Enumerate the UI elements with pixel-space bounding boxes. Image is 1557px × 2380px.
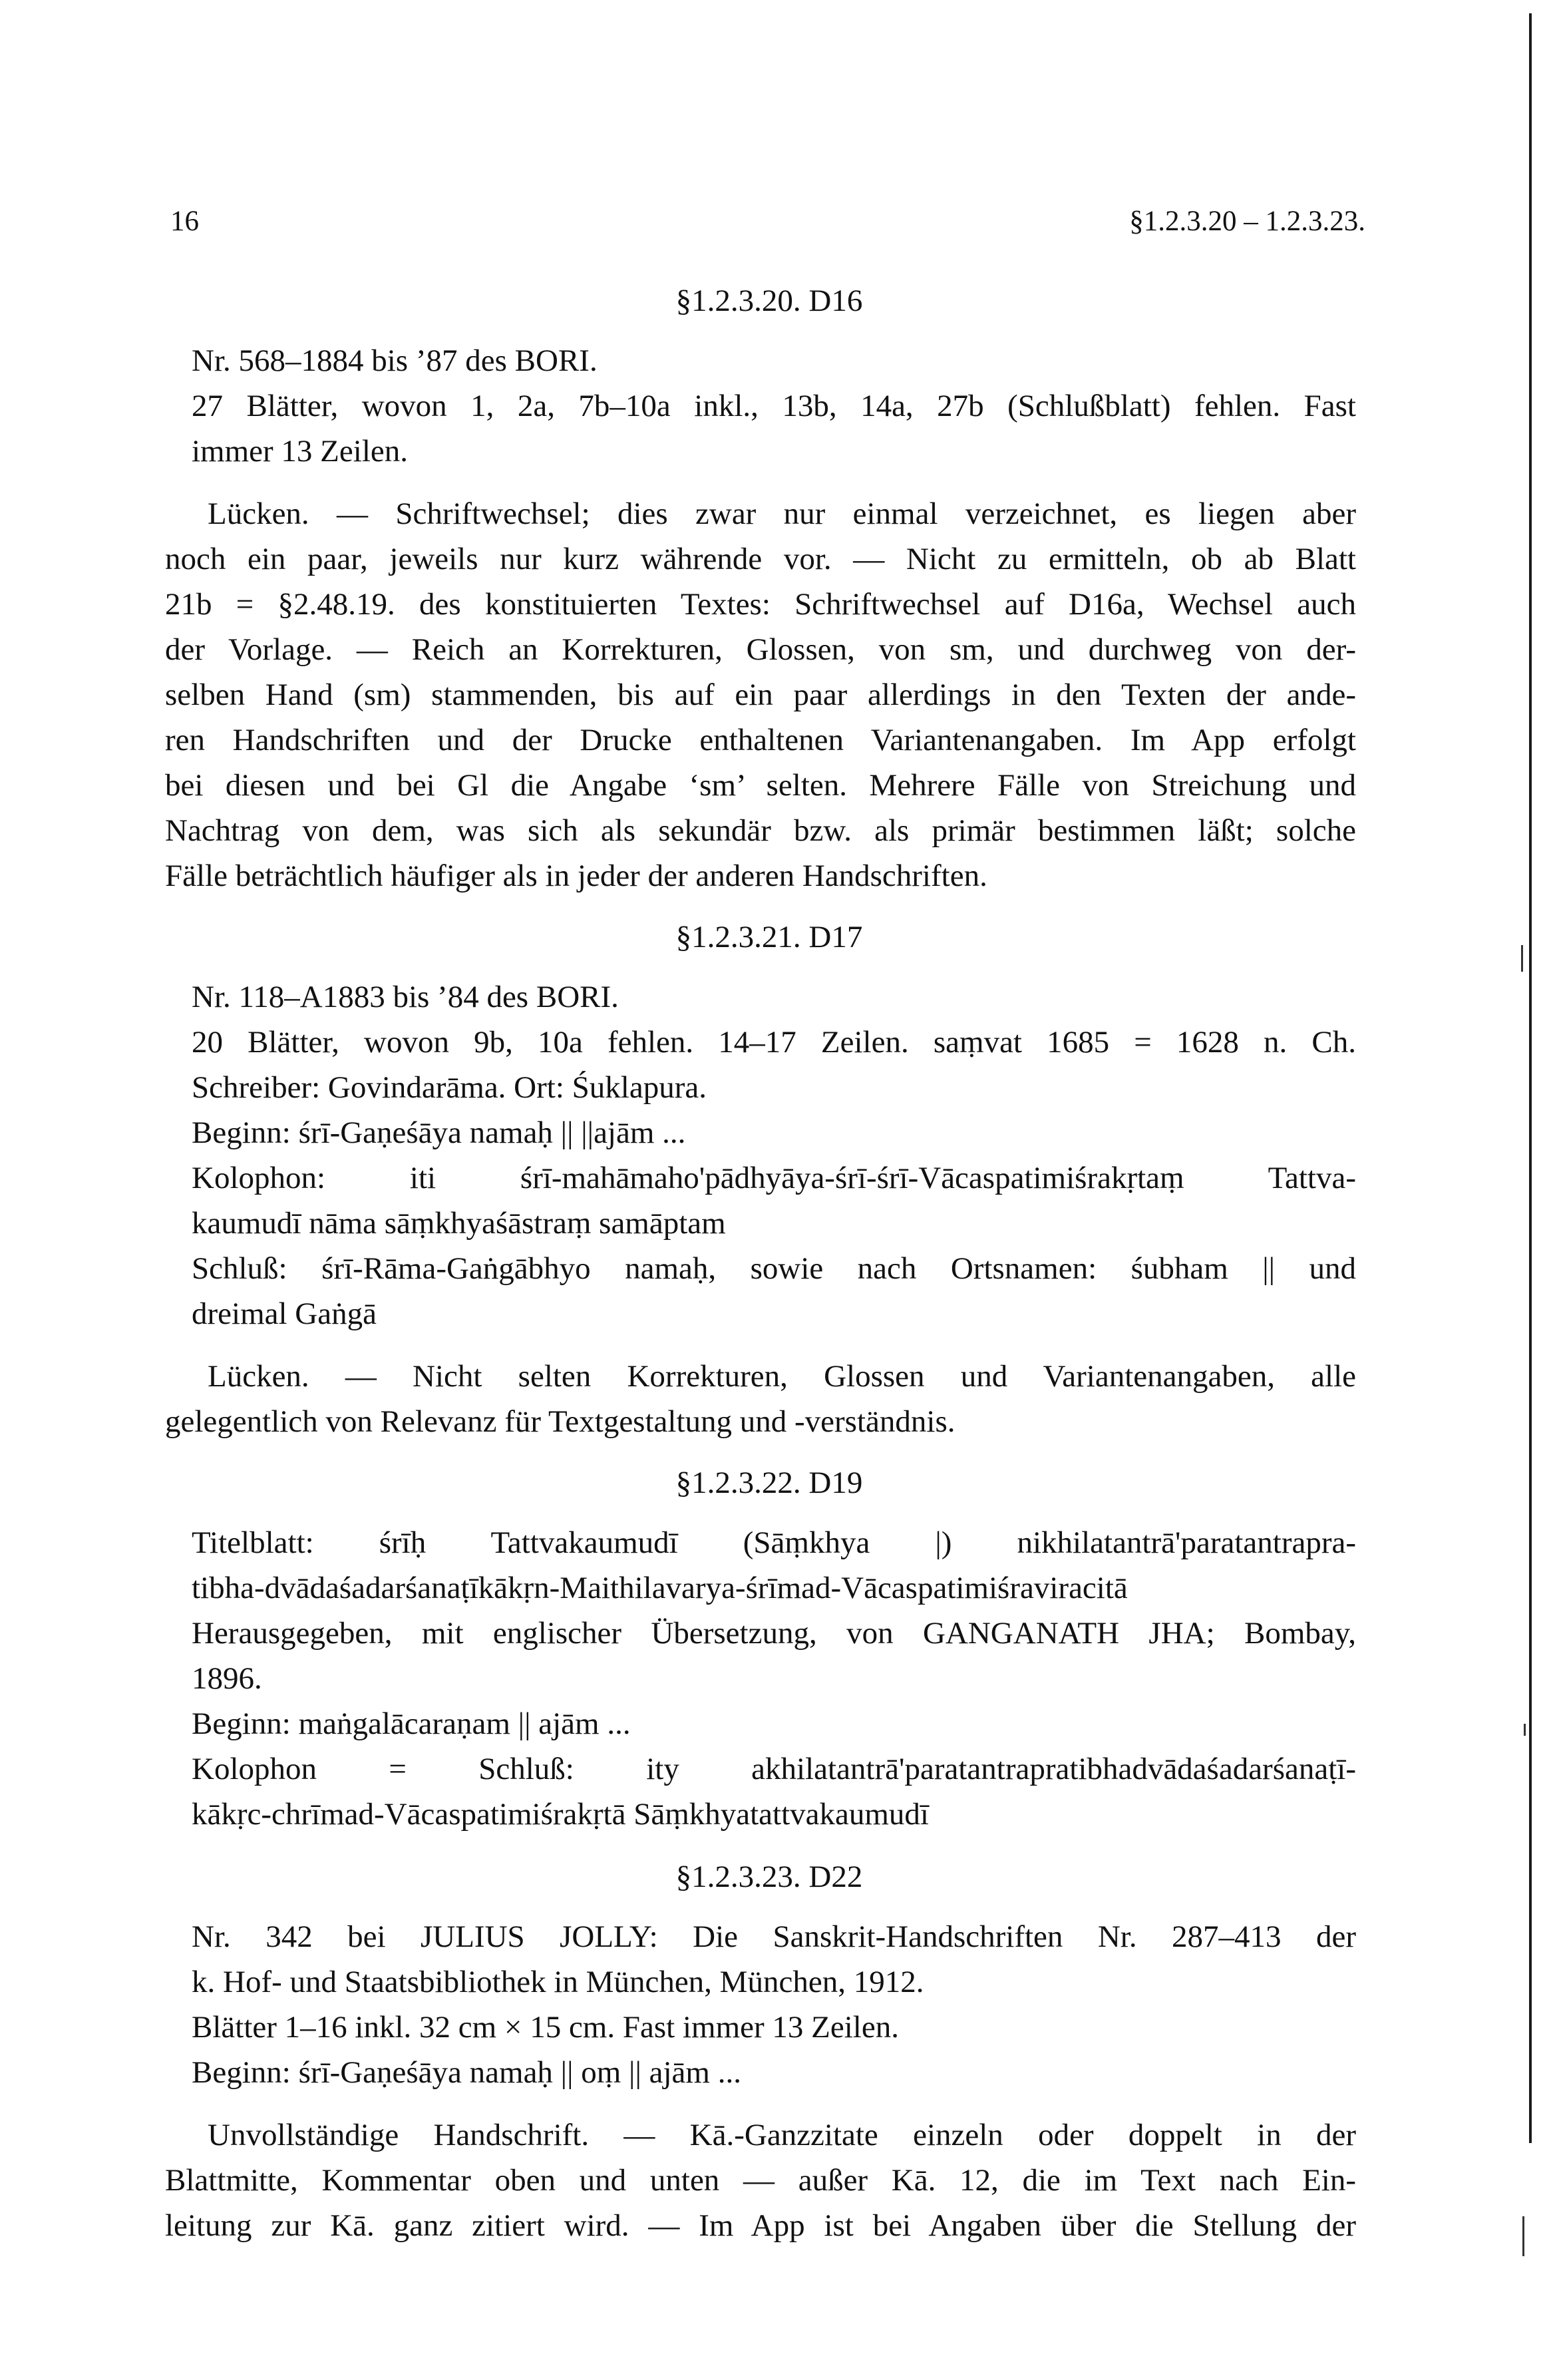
- entry-line: Herausgegeben, mit englischer Übersetzung, von GANGANATH JHA; Bombay,: [192, 1616, 1356, 1651]
- entry-line: kaumudī nāma sāṃkhyaśāstraṃ samāptam: [192, 1206, 726, 1241]
- section-heading: §1.2.3.23. D22: [675, 1860, 863, 1894]
- entry-line: Schreiber: Govindarāma. Ort: Śuklapura.: [192, 1070, 707, 1105]
- remark-line: der Vorlage. — Reich an Korrekturen, Glossen, von sm, und durchweg von der-: [165, 632, 1356, 667]
- remark-line: Unvollständige Handschrift. — Kā.-Ganzzitate einzeln oder doppelt in der: [208, 2118, 1356, 2152]
- entry-line: Beginn: śrī-Gaṇeśāya namaḥ || oṃ || ajām ...: [192, 2055, 741, 2090]
- manuscript-remarks: [165, 1354, 1356, 1444]
- entry-line: tibha-dvādaśadarśanaṭīkākṛn-Maithilavarya-śrīmad-Vācaspatimiśraviracitā: [192, 1571, 1128, 1605]
- remark-line: ren Handschriften und der Drucke enthaltenen Variantenangaben. Im App erfolgt: [165, 723, 1356, 757]
- remark-line: Nachtrag von dem, was sich als sekundär bzw. als primär bestimmen läßt; solche: [165, 813, 1356, 848]
- entry-line: 27 Blätter, wovon 1, 2a, 7b–10a inkl., 13b, 14a, 27b (Schlußblatt) fehlen. Fast: [192, 389, 1356, 423]
- entry-line: Nr. 118–A1883 bis ’84 des BORI.: [192, 980, 619, 1014]
- section-heading: §1.2.3.20. D16: [675, 284, 863, 318]
- scan-edge-mark: [1522, 2216, 1524, 2256]
- scan-edge-line: [1529, 13, 1532, 2143]
- section-d22: [165, 1854, 1356, 2248]
- section-d17: [165, 914, 1356, 1444]
- entry-line: dreimal Gaṅgā: [192, 1296, 377, 1331]
- section-heading: §1.2.3.22. D19: [675, 1466, 863, 1500]
- remark-line: Fälle beträchtlich häufiger als in jeder der anderen Handschriften.: [165, 859, 987, 893]
- remark-line: Lücken. — Nicht selten Korrekturen, Glossen und Variantenangaben, alle: [208, 1359, 1356, 1394]
- entry-line: Nr. 568–1884 bis ’87 des BORI.: [192, 343, 598, 378]
- manuscript-entry: [165, 1914, 1356, 2095]
- entry-line: Kolophon: iti śrī-mahāmaho'pādhyāya-śrī-śrī-Vācaspatimiśrakṛtaṃ Tattva-: [192, 1161, 1356, 1195]
- main-text: [165, 278, 1356, 2264]
- remark-line: selben Hand (sm) stammenden, bis auf ein paar allerdings in den Texten der ande-: [165, 678, 1356, 712]
- section-d16: [165, 278, 1356, 898]
- entry-line: Schluß: śrī-Rāma-Gaṅgābhyo namaḥ, sowie nach Ortsnamen: śubham || und: [192, 1251, 1356, 1286]
- entry-line: Blätter 1–16 inkl. 32 cm × 15 cm. Fast immer 13 Zeilen.: [192, 2010, 899, 2045]
- entry-line: kākṛc-chrīmad-Vācaspatimiśrakṛtā Sāṃkhyatattvakaumudī: [192, 1797, 929, 1832]
- entry-line: Titelblatt: śrīḥ Tattvakaumudī (Sāṃkhya |) nikhilatantrā'paratantrapra-: [192, 1525, 1356, 1560]
- scan-edge-mark: [1521, 945, 1523, 972]
- remark-line: noch ein paar, jeweils nur kurz währende vor. — Nicht zu ermitteln, ob ab Blatt: [165, 542, 1356, 576]
- page-number: 16: [170, 206, 199, 237]
- section-d19: [165, 1460, 1356, 1837]
- manuscript-remarks: [165, 491, 1356, 898]
- entry-line: immer 13 Zeilen.: [192, 434, 408, 469]
- section-heading: §1.2.3.21. D17: [675, 920, 863, 954]
- entry-line: 1896.: [192, 1661, 262, 1696]
- remark-line: Lücken. — Schriftwechsel; dies zwar nur einmal verzeichnet, es liegen aber: [208, 496, 1356, 531]
- manuscript-remarks: [165, 2112, 1356, 2248]
- remark-line: leitung zur Kā. ganz zitiert wird. — Im App ist bei Angaben über die Stellung der: [165, 2208, 1356, 2243]
- manuscript-entry: [165, 974, 1356, 1336]
- remark-line: 21b = §2.48.19. des konstituierten Textes: Schriftwechsel auf D16a, Wechsel auch: [165, 587, 1356, 622]
- running-section-range: §1.2.3.20 – 1.2.3.23.: [1129, 206, 1365, 237]
- remark-line: Blattmitte, Kommentar oben und unten — außer Kā. 12, die im Text nach Ein-: [165, 2163, 1356, 2198]
- scan-edge-mark: [1524, 1724, 1526, 1736]
- entry-line: Kolophon = Schluß: ity akhilatantrā'paratantrapratibhadvādaśadarśanaṭī-: [192, 1752, 1356, 1786]
- manuscript-entry: [165, 338, 1356, 474]
- entry-line: k. Hof- und Staatsbibliothek in München, München, 1912.: [192, 1965, 924, 1999]
- entry-line: Beginn: śrī-Gaṇeśāya namaḥ || ||ajām ...: [192, 1115, 686, 1150]
- entry-line: Beginn: maṅgalācaraṇam || ajām ...: [192, 1706, 631, 1741]
- entry-line: 20 Blätter, wovon 9b, 10a fehlen. 14–17 Zeilen. saṃvat 1685 = 1628 n. Ch.: [192, 1025, 1356, 1060]
- remark-line: gelegentlich von Relevanz für Textgestaltung und -verständnis.: [165, 1404, 955, 1439]
- remark-line: bei diesen und bei Gl die Angabe ‘sm’ selten. Mehrere Fälle von Streichung und: [165, 768, 1356, 803]
- manuscript-entry: [165, 1520, 1356, 1837]
- entry-line: Nr. 342 bei JULIUS JOLLY: Die Sanskrit-Handschriften Nr. 287–413 der: [192, 1919, 1356, 1954]
